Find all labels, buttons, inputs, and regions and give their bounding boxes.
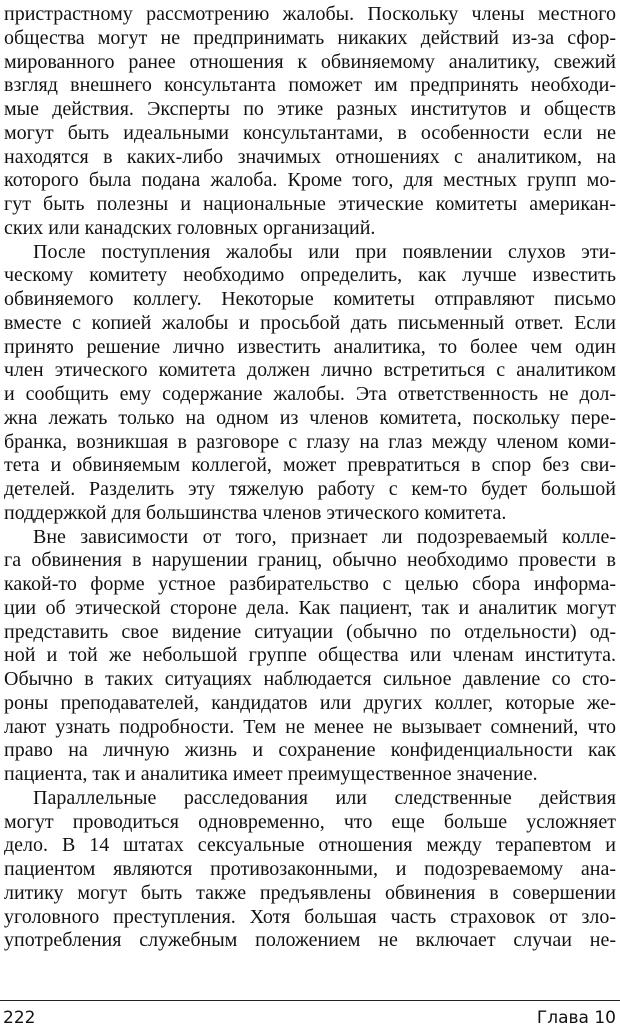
text-line: детелей. Разделить эту тяжелую работу с кем-то будет большой [4, 478, 616, 500]
text-line: представить свое видение ситуации (обычно по отдельности) од- [4, 620, 616, 643]
text-line: какой-то форме устное разбирательство с целью сбора информа- [4, 573, 616, 595]
text-line: обвиняемого коллегу. Некоторые комитеты отправляют письмо [4, 288, 616, 310]
text-line: находятся в каких-либо значимых отношениях с аналитиком, на [4, 145, 616, 168]
text-line: мированного ранее отношения к обвиняемому аналитику, свежий [4, 50, 616, 73]
text-line: литику могут быть также предъявлены обвинения в совершении [4, 881, 616, 904]
text-line: уголовного преступления. Хотя большая часть страховок от зло- [4, 905, 616, 928]
text-line: и сообщить ему содержание жалобы. Эта ответственность не дол- [4, 383, 616, 405]
text-line: бранка, возникшая в разговоре с глазу на глаз между членом коми- [4, 430, 616, 453]
text-line: право на личную жизнь и сохранение конфиденциальности как [4, 739, 616, 762]
text-line: принято решение лично известить аналитика, то более чем один [4, 335, 616, 358]
text-line: Обычно в таких ситуациях наблюдается сильное давление со сто- [4, 668, 616, 690]
text-line: взгляд внешнего консультанта поможет им предпринять необходи- [4, 74, 616, 97]
text-line: употребления служебным положением не включает случаи не- [4, 929, 616, 952]
text-line: ной и той же небольшой группе общества или членам института. [4, 644, 616, 667]
text-line: дело. В 14 штатах сексуальные отношения между терапевтом и [4, 834, 616, 857]
text-line: пациента, так и аналитика имеет преимущественное значение. [4, 763, 538, 785]
text-line: пациентом являются противозаконными, и подозреваемому ана- [4, 858, 616, 880]
text-line: вместе с копией жалобы и просьбой дать письменный ответ. Если [4, 311, 616, 334]
page-footer [0, 1006, 620, 1030]
text-line: мые действия. Эксперты по этике разных институтов и обществ [4, 98, 616, 120]
text-line: Параллельные расследования или следственные действия [33, 786, 616, 809]
body-text [4, 3, 616, 953]
text-line: Вне зависимости от того, признает ли подозреваемый колле- [33, 525, 616, 548]
text-line: ческому комитету необходимо определить, как лучше известить [4, 264, 616, 287]
text-line: тета и обвиняемым коллегой, может превратиться в спор без сви- [4, 454, 616, 477]
text-line: га обвинения в нарушении границ, обычно необходимо провести в [4, 549, 616, 572]
text-line: лают узнать подробности. Тем не менее не вызывает сомнений, что [4, 715, 616, 738]
text-line: общества могут не предпринимать никаких действий из-за сфор- [4, 26, 616, 49]
text-line: После поступления жалобы или при появлении слухов эти- [33, 240, 616, 263]
text-line: могут быть идеальными консультантами, в особенности если не [4, 121, 616, 144]
footer-rule [0, 1000, 620, 1001]
text-line: ских или канадских головных организаций. [4, 216, 376, 239]
text-line: член этического комитета должен лично встретиться с аналитиком [4, 359, 616, 382]
text-line: поддержкой для большинства членов этического комитета. [4, 501, 507, 524]
text-line: жна лежать только на одном из членов комитета, поскольку пере- [4, 406, 616, 429]
page-number: 222 [3, 1008, 36, 1028]
text-line: роны преподавателей, кандидатов или других коллег, которые же- [4, 691, 616, 714]
text-line: ции об этической стороне дела. Как пациент, так и аналитик могут [4, 596, 616, 619]
text-line: могут проводиться одновременно, что еще больше усложняет [4, 810, 616, 833]
text-line: пристрастному рассмотрению жалобы. Поскольку члены местного [4, 3, 616, 25]
text-line: которого была подана жалоба. Кроме того, для местных групп мо- [4, 169, 616, 192]
text-line: гут быть полезны и национальные этические комитеты американ- [4, 193, 616, 215]
running-footer-chapter: Глава 10 [536, 1008, 616, 1028]
